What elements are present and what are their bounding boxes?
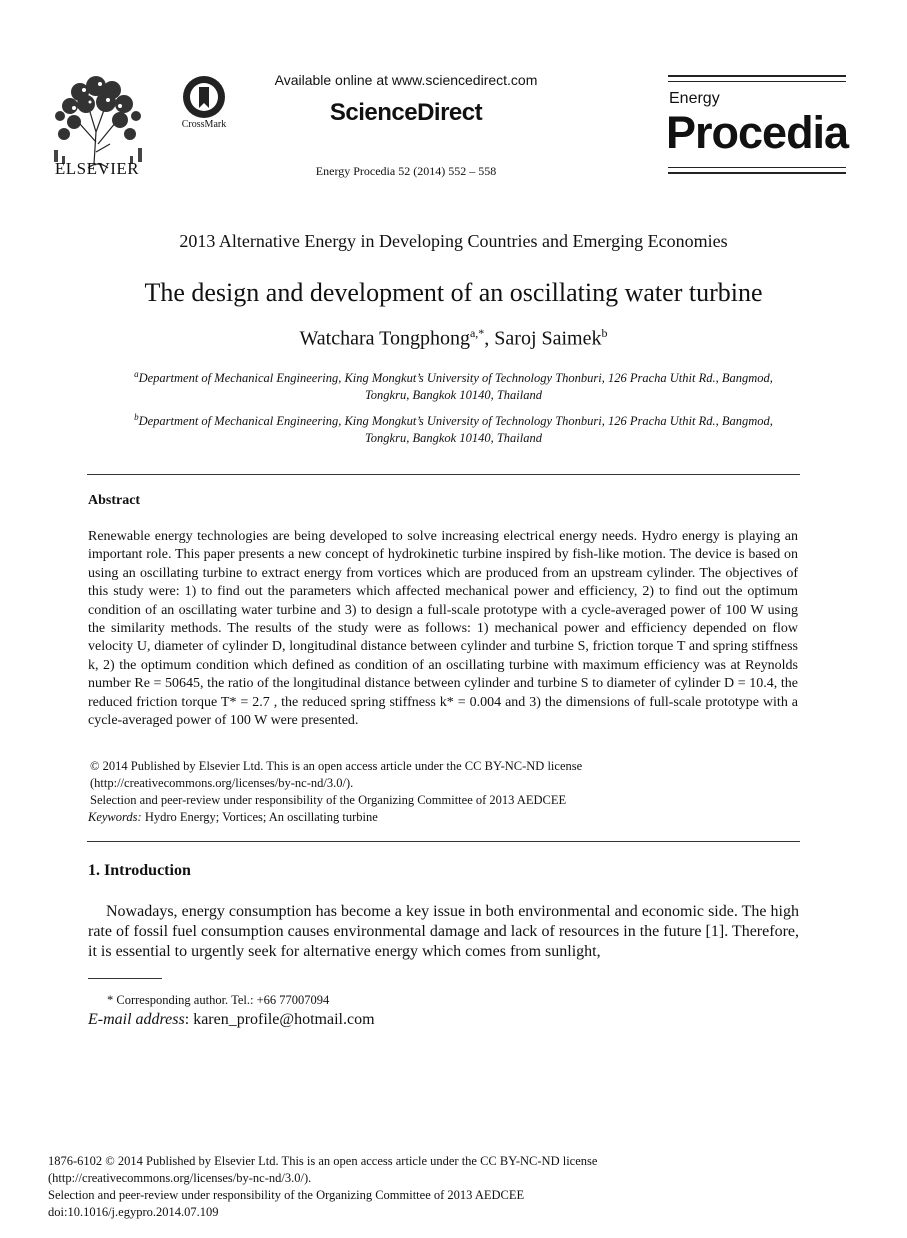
footer-issn-line: 1876-6102 © 2014 Published by Elsevier Ltd. This is an open access article under the CC BY-NC-ND license <box>48 1154 598 1168</box>
keywords <box>88 809 378 826</box>
author-name: Saroj Saimek <box>494 327 602 350</box>
keywords-label: Keywords: <box>88 810 142 824</box>
affiliation-a <box>90 366 817 404</box>
affiliation-line: Tongkru, Bangkok 10140, Thailand <box>365 388 542 403</box>
journal-logo-rule <box>668 167 846 168</box>
journal-logo-energy: Energy <box>669 90 720 107</box>
introduction-text: Nowadays, energy consumption has become a key issue in both environmental and economic side. The high rate of fossil fuel consumption causes environmental damage and lack of resources in the future [1]. Therefore, it is essential to urgently seek for alternative energy which comes from sunlight, <box>88 903 799 960</box>
corresponding-author: * Corresponding author. Tel.: +66 77007094 <box>107 993 330 1007</box>
author-list <box>40 326 867 351</box>
abstract-body: Renewable energy technologies are being developed to solve increasing electrical energy needs. Hydro energy is playing an important role. This paper presents a new concept of hydrokinetic turbine inspired by fish-like motion. The device is based on using an oscillating turbine to extract energy from vortices which are produced from an upstream cylinder. The objectives of this study were: 1) to find out the parameters which affected mechanical power and efficiency, 2) to find out the optimum condition of an oscillating water turbine and 3) to design a full-scale prototype with a cycle-averaged power of 100 W using the similarity methods. The results of the study were as follows: 1) mechanical power and efficiency depended on flow velocity U, diameter of cylinder D, longitudinal distance between cylinder and turbine S, friction torque T and spring stiffness k, 2) the optimum condition which defined as condition of an oscillating turbine with maximum efficiency was at Reynolds number Re = 50645, the ratio of the longitudinal distance between cylinder and turbine S to diameter of cylinder D = 10.4, the reduced friction torque T* = 2.7 , the reduced spring stiffness k* = 0.004 and 3) the dimensions of full-scale prototype with a cycle-averaged power of 100 W were presented. <box>88 529 798 729</box>
crossmark-icon[interactable] <box>180 74 228 120</box>
journal-logo-procedia: Procedia <box>666 107 849 158</box>
affiliation-line: Department of Mechanical Engineering, King Mongkut’s University of Technology Thonburi, 126 Pracha Uthit Rd., Bangmod, <box>138 371 773 386</box>
author-separator: , <box>484 327 495 350</box>
email-label: E-mail address <box>88 1011 185 1028</box>
copyright-line: © 2014 Published by Elsevier Ltd. This is an open access article under the CC BY-NC-ND license <box>90 759 583 773</box>
sciencedirect-logo[interactable]: ScienceDirect <box>329 99 483 126</box>
affiliation-mark: a <box>134 369 139 379</box>
footer-peer-review: Selection and peer-review under responsibility of the Organizing Committee of 2013 AEDCEE <box>48 1188 525 1202</box>
author-name: Watchara Tongphong <box>299 327 470 350</box>
abstract-heading: Abstract <box>88 493 141 508</box>
journal-logo-rule <box>668 172 846 174</box>
introduction-heading: 1. Introduction <box>88 862 191 879</box>
journal-logo-rule <box>668 81 846 82</box>
crossmark-label: CrossMark <box>181 119 227 130</box>
affiliation-b <box>90 409 817 447</box>
paper-title: The design and development of an oscillating water turbine <box>144 278 763 307</box>
section-divider <box>87 474 800 475</box>
affiliation-line: Department of Mechanical Engineering, King Mongkut’s University of Technology Thonburi, 126 Pracha Uthit Rd., Bangmod, <box>138 414 773 429</box>
journal-logo-rule <box>668 75 846 77</box>
conference-name: 2013 Alternative Energy in Developing Countries and Emerging Economies <box>179 231 728 251</box>
email-line: E-mail address: karen_profile@hotmail.com <box>88 1011 375 1028</box>
affiliation-line: Tongkru, Bangkok 10140, Thailand <box>365 431 542 446</box>
author-affiliation-mark: b <box>601 326 608 340</box>
footnote-rule <box>88 978 162 979</box>
section-divider <box>87 841 800 842</box>
license-link[interactable]: (http://creativecommons.org/licenses/by-nc-nd/3.0/). <box>90 776 354 790</box>
available-online: Available online at www.sciencedirect.com <box>274 72 538 88</box>
footer-license-link[interactable]: (http://creativecommons.org/licenses/by-nc-nd/3.0/). <box>48 1171 312 1185</box>
keywords-list: Hydro Energy; Vortices; An oscillating turbine <box>144 810 378 824</box>
journal-reference: Energy Procedia 52 (2014) 552 – 558 <box>315 164 497 178</box>
introduction-body <box>88 902 799 962</box>
author-affiliation-mark: a,* <box>469 326 485 340</box>
affiliation-mark: b <box>134 412 139 422</box>
footer-doi[interactable]: doi:10.1016/j.egypro.2014.07.109 <box>48 1205 219 1219</box>
publisher-name: ELSEVIER <box>54 159 140 178</box>
peer-review-note: Selection and peer-review under responsibility of the Organizing Committee of 2013 AEDCEE <box>90 793 567 807</box>
email-address[interactable]: karen_profile@hotmail.com <box>193 1011 375 1028</box>
